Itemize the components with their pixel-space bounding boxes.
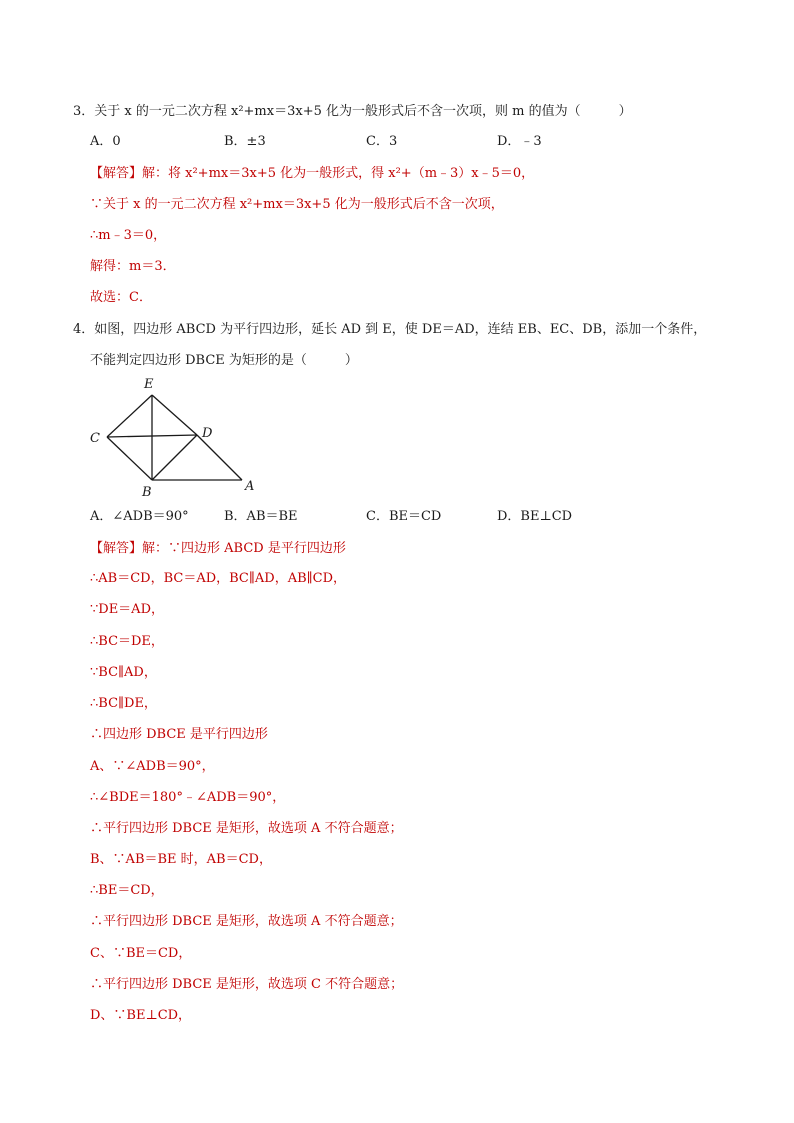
label-c: C <box>90 431 100 446</box>
q4-solution-line: 【解答】解：∵四边形 ABCD 是平行四边形 <box>90 541 346 556</box>
q4-solution-line: ∵DE＝AD， <box>90 602 164 617</box>
q4-stem-line-2: 不能判定四边形 DBCE 为矩形的是（ ） <box>90 353 358 368</box>
q3-option-b: B．±3 <box>224 134 266 149</box>
q4-figure <box>82 370 272 500</box>
segment-da <box>197 435 242 480</box>
label-e: E <box>144 377 154 392</box>
label-d: D <box>202 426 213 441</box>
q4-solution-line: ∴平行四边形 DBCE 是矩形，故选项 A 不符合题意； <box>90 821 403 836</box>
q3-solution-line: 故选：C． <box>90 290 152 305</box>
q4-solution-line: ∴BC∥DE， <box>90 696 157 711</box>
q4-option-d: D．BE⊥CD <box>497 509 573 524</box>
segment-cb <box>107 437 152 480</box>
q4-solution-line: ∴AB＝CD，BC＝AD，BC∥AD，AB∥CD， <box>90 571 347 586</box>
q4-solution-line: ∵BC∥AD， <box>90 665 157 680</box>
q3-solution-line: ∵关于 x 的一元二次方程 x²+mx＝3x+5 化为一般形式后不含一次项， <box>90 197 504 212</box>
q4-solution-line: D、∵BE⊥CD， <box>90 1008 192 1023</box>
segment-ed <box>152 395 197 435</box>
q3-option-c: C．3 <box>366 134 398 149</box>
q3-solution-line: 【解答】解：将 x²+mx＝3x+5 化为一般形式，得 x²+（m﹣3）x﹣5＝0， <box>90 166 535 181</box>
q3-option-a: A．0 <box>90 134 121 149</box>
q4-option-b: B．AB＝BE <box>224 509 298 524</box>
q4-solution-line: ∴平行四边形 DBCE 是矩形，故选项 A 不符合题意； <box>90 914 403 929</box>
q4-solution-line: ∴BE＝CD， <box>90 883 164 898</box>
q4-solution-line: ∴平行四边形 DBCE 是矩形，故选项 C 不符合题意； <box>90 977 404 992</box>
q4-solution-line: A、∵∠ADB＝90°， <box>90 759 215 774</box>
q3-option-d: D．﹣3 <box>497 134 542 149</box>
q3-solution-line: 解得：m＝3． <box>90 259 176 274</box>
parallelogram-diagram <box>82 370 272 500</box>
q3-stem: 3．关于 x 的一元二次方程 x²+mx＝3x+5 化为一般形式后不含一次项，则 m 的值为（ ） <box>73 104 632 119</box>
label-a: A <box>245 479 255 494</box>
q4-solution-line: ∴四边形 DBCE 是平行四边形 <box>90 727 268 742</box>
q4-solution-line: C、∵BE＝CD， <box>90 946 192 961</box>
q4-option-a: A．∠ADB＝90° <box>90 509 189 524</box>
segment-db <box>152 435 197 480</box>
q4-solution-line: ∴∠BDE＝180°﹣∠ADB＝90°， <box>90 790 286 805</box>
q3-solution-line: ∴m﹣3＝0， <box>90 228 167 243</box>
q4-solution-line: ∴BC＝DE， <box>90 634 164 649</box>
segment-ec <box>107 395 152 437</box>
label-b: B <box>142 485 152 500</box>
q4-solution-line: B、∵AB＝BE 时，AB＝CD， <box>90 852 272 867</box>
q4-option-c: C．BE＝CD <box>366 509 442 524</box>
q4-stem-line-1: 4．如图，四边形 ABCD 为平行四边形，延长 AD 到 E，使 DE＝AD，连结 EB、EC、DB，添加一个条件， <box>73 322 707 337</box>
